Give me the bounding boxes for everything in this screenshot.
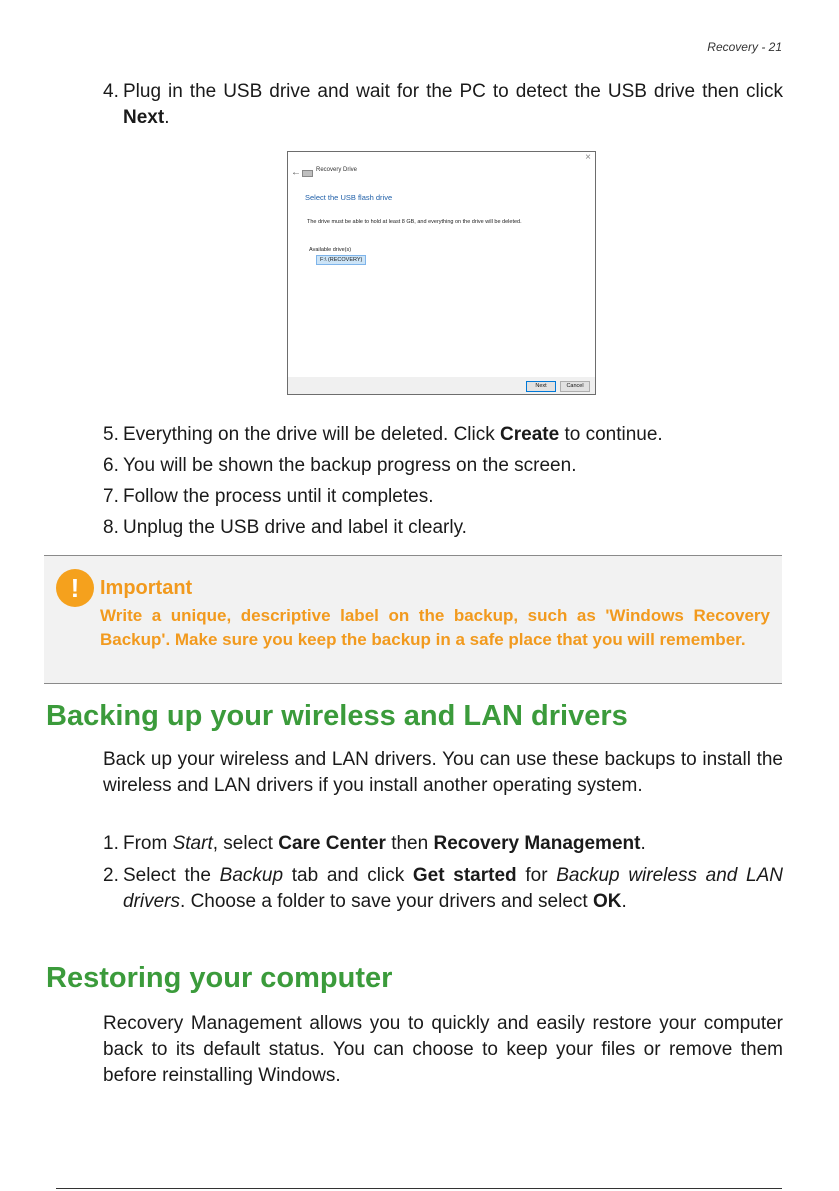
dialog-note: The drive must be able to hold at least 8 GB, and everything on the drive will be deleted. [307,219,522,225]
step-6 [103,453,783,479]
text-run: Everything on the drive will be deleted. Click [123,424,501,445]
recovery-drive-dialog-screenshot [287,151,596,395]
step-text [103,484,783,510]
text-run: . [640,833,646,854]
step-text [103,453,783,479]
step-text [103,422,783,448]
step-number: 4. [103,81,119,102]
step-number: 6. [103,455,119,476]
step-number: 5. [103,424,119,445]
text-run: . [164,107,170,128]
section-intro: Recovery Management allows you to quickly and easily restore your computer back to its default status. You can choose to keep your files or remove them before reinstalling Windows. [103,1013,783,1086]
step-text [103,79,783,131]
bold-text: Get started [412,865,517,886]
dialog-footer [288,377,595,394]
italic-text: Backup wireless and LAN drivers [123,865,784,912]
bold-text: Care Center [278,833,386,854]
next-button: Next [526,381,556,392]
cancel-button: Cancel [560,381,590,392]
text-run: , select [212,833,279,854]
back-arrow-icon: ← [291,167,301,178]
section1-step-2 [103,863,783,915]
italic-text: Start [172,833,213,854]
step-5 [103,422,783,448]
text-run: then [385,833,434,854]
important-title: Important [100,577,193,599]
text-run: for [516,865,557,886]
drive-list-item: F:\ (RECOVERY) [316,255,366,265]
text-run: Unplug the USB drive and label it clearly. [123,517,467,538]
step-number: 7. [103,486,119,507]
important-note-box [44,555,782,684]
section-intro: Back up your wireless and LAN drivers. You can use these backups to install the wireless and LAN drivers if you install another operating system. [103,749,783,796]
step-number: 1. [103,833,119,854]
text-run: Plug in the USB drive and wait for the PC to detect the USB drive then click [123,81,783,102]
step-number: 8. [103,517,119,538]
step-8 [103,515,783,541]
bold-text: OK [592,891,622,912]
text-run: Select the [123,865,220,886]
bold-text: Next [123,107,165,128]
italic-text: Backup [219,865,284,886]
text-run: Follow the process until it completes. [123,486,434,507]
footer-divider [56,1188,782,1189]
available-drives-label: Available drive(s) [309,247,352,253]
step-4 [103,79,783,131]
text-run: You will be shown the backup progress on the screen. [123,455,577,476]
bold-text: Create [500,424,560,445]
text-run: to continue. [559,424,663,445]
step-number: 2. [103,865,119,886]
step-7 [103,484,783,510]
section-heading-restoring: Restoring your computer [46,962,393,994]
step-text [103,863,783,915]
text-run: From [123,833,173,854]
bold-text: Recovery Management [433,833,641,854]
step-text [103,515,783,541]
text-run: . Choose a folder to save your drivers and select [180,891,593,912]
text-run: tab and click [283,865,413,886]
dialog-heading: Select the USB flash drive [305,193,393,202]
dialog-title: Recovery Drive [316,167,358,173]
close-icon: × [585,152,591,163]
exclamation-icon: ! [56,569,94,607]
section-heading-backing-up-drivers: Backing up your wireless and LAN drivers [46,700,628,732]
section1-step-1 [103,831,783,857]
important-body: Write a unique, descriptive label on the backup, such as 'Windows Recovery Backup'. Make sure you keep the backup in a safe place that you will remember. [100,606,770,649]
page-header: Recovery - 21 [707,40,782,54]
step-text [103,831,783,857]
drive-icon [302,170,313,177]
text-run: . [621,891,627,912]
